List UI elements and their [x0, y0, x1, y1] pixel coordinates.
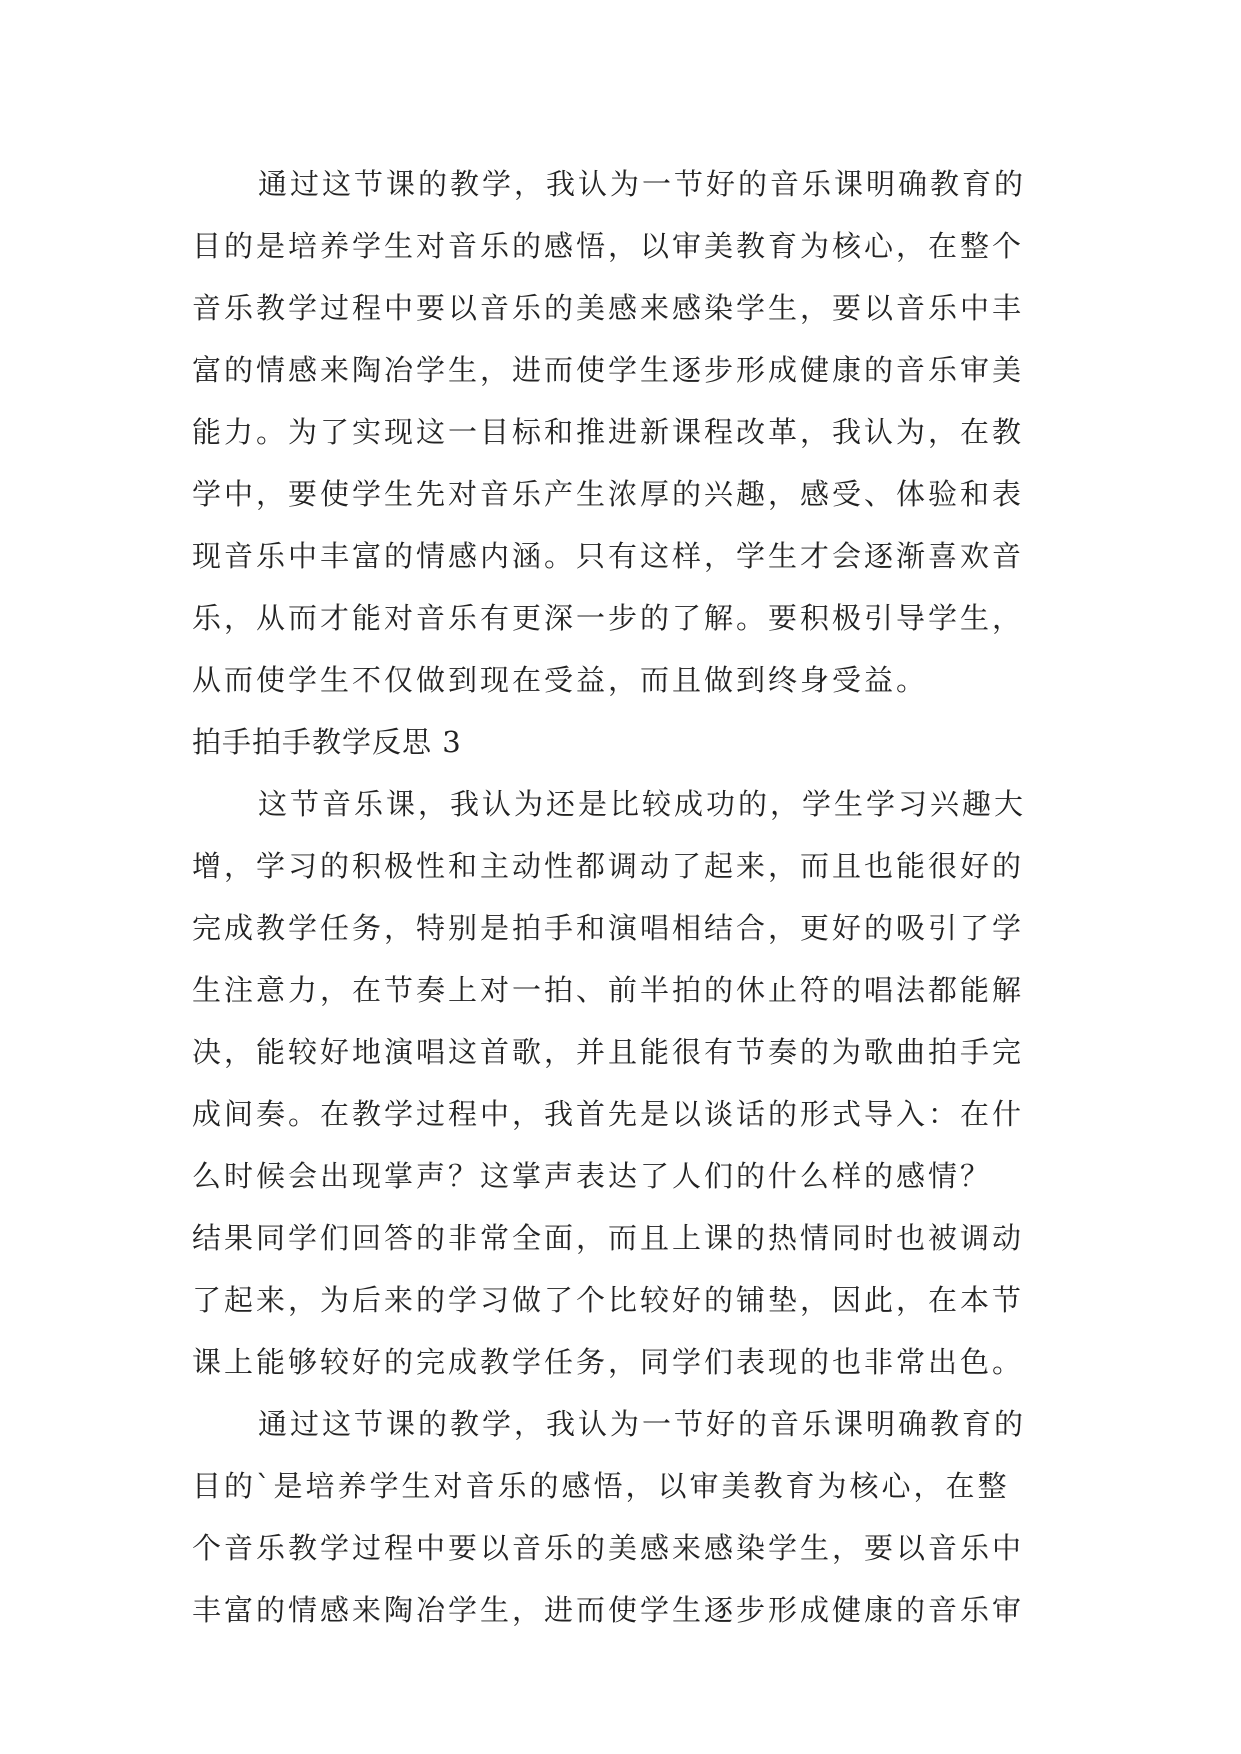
text-line: 生注意力，在节奏上对一拍、前半拍的休止符的唱法都能解 [192, 973, 1025, 1007]
text-line: 通过这节课的教学，我认为一节好的音乐课明确教育的 [258, 167, 1027, 201]
text-line: 能力。为了实现这一目标和推进新课程改革，我认为，在教 [192, 415, 1025, 449]
text-line: 成间奏。在教学过程中，我首先是以谈话的形式导入：在什 [192, 1097, 1025, 1131]
text-line: 增，学习的积极性和主动性都调动了起来，而且也能很好的 [192, 849, 1025, 883]
text-line: 么时候会出现掌声？这掌声表达了人们的什么样的感情？ [192, 1159, 993, 1193]
text-line: 结果同学们回答的非常全面，而且上课的热情同时也被调动 [192, 1221, 1025, 1255]
text-line: 目的是培养学生对音乐的感悟，以审美教育为核心，在整个 [192, 229, 1025, 263]
text-line: 通过这节课的教学，我认为一节好的音乐课明确教育的 [258, 1407, 1027, 1441]
text-line: 富的情感来陶冶学生，进而使学生逐步形成健康的音乐审美 [192, 353, 1025, 387]
text-line: 决，能较好地演唱这首歌，并且能很有节奏的为歌曲拍手完 [192, 1035, 1025, 1069]
text-line: 现音乐中丰富的情感内涵。只有这样，学生才会逐渐喜欢音 [192, 539, 1025, 573]
text-line: 了起来，为后来的学习做了个比较好的铺垫，因此，在本节 [192, 1283, 1025, 1317]
text-line: 完成教学任务，特别是拍手和演唱相结合，更好的吸引了学 [192, 911, 1025, 945]
paragraph-3 [192, 1393, 1049, 1641]
text-line: 乐，从而才能对音乐有更深一步的了解。要积极引导学生， [192, 601, 1025, 635]
paragraph-1 [192, 153, 1049, 711]
paragraph-2 [192, 773, 1049, 1393]
text-line: 目的`是培养学生对音乐的感悟，以审美教育为核心，在整 [192, 1469, 1010, 1503]
text-line: 这节音乐课，我认为还是比较成功的，学生学习兴趣大 [258, 787, 1027, 821]
text-line: 音乐教学过程中要以音乐的美感来感染学生，要以音乐中丰 [192, 291, 1025, 325]
section-heading: 拍手拍手教学反思 3 [192, 725, 462, 759]
text-line: 学中，要使学生先对音乐产生浓厚的兴趣，感受、体验和表 [192, 477, 1025, 511]
text-line: 从而使学生不仅做到现在受益，而且做到终身受益。 [192, 663, 929, 697]
text-line: 课上能够较好的完成教学任务，同学们表现的也非常出色。 [192, 1345, 1025, 1379]
text-line: 丰富的情感来陶冶学生，进而使学生逐步形成健康的音乐审 [192, 1593, 1025, 1627]
text-line: 个音乐教学过程中要以音乐的美感来感染学生，要以音乐中 [192, 1531, 1025, 1565]
